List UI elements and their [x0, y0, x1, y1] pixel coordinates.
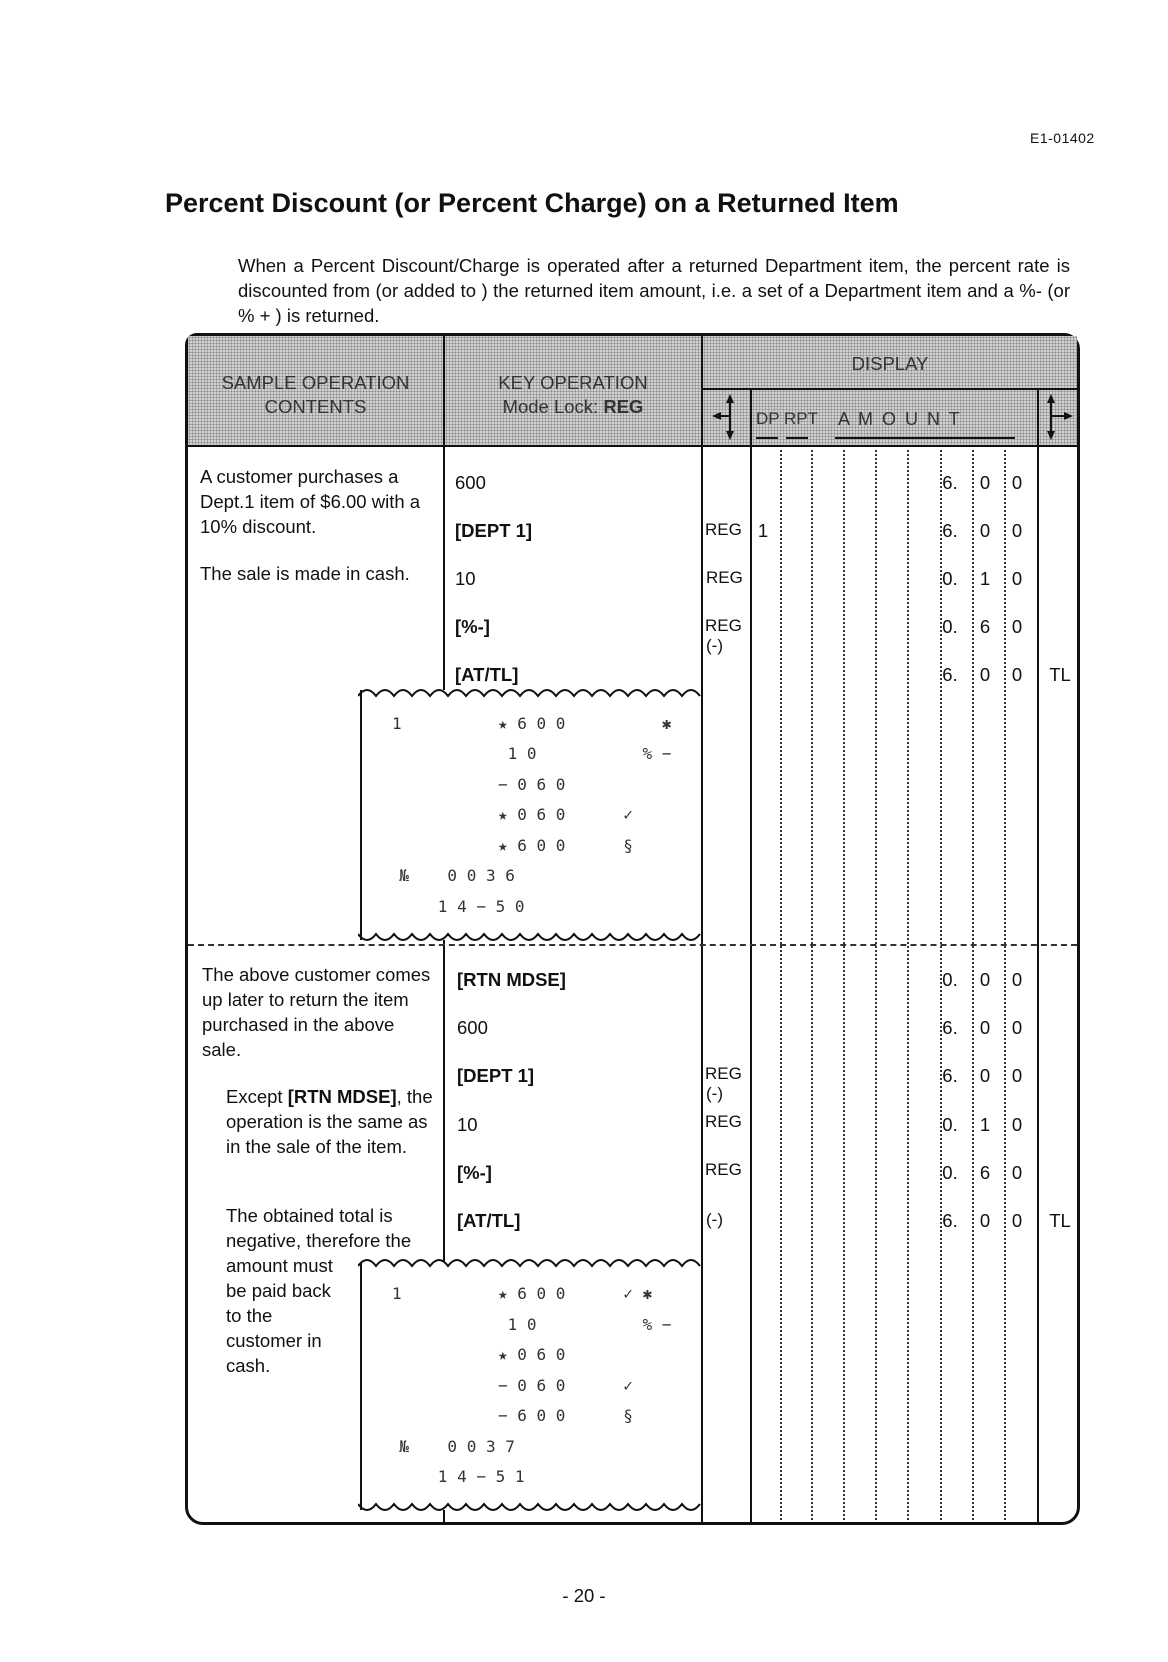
display-digit: 0 — [979, 969, 991, 990]
display-digit: 6. — [942, 1017, 958, 1038]
receipt-line: № 0 0 3 7 — [380, 1437, 515, 1456]
receipt-line: 1 ★ 6 0 0 ✱ — [392, 714, 672, 733]
key-step: 600 — [457, 1017, 488, 1038]
display-digit: 6. — [942, 1065, 958, 1086]
display-digit: 0. — [942, 969, 958, 990]
display-digit: 0 — [1011, 616, 1023, 637]
display-digit: 0 — [979, 472, 991, 493]
key-step: [DEPT 1] — [457, 1065, 535, 1086]
dotted-guide — [972, 450, 974, 1520]
display-header-divider — [701, 388, 1077, 390]
divider-tl-col — [1037, 388, 1039, 1523]
key-step: [AT/TL] — [457, 1210, 521, 1231]
receipt-line: № 0 0 3 6 — [380, 866, 515, 885]
intro-paragraph: When a Percent Discount/Charge is operated after a returned Department item, the percent rate is discounted from (or added to ) the returned item amount, i.e. a set of a Department item and a %- (or % + ) is returned. — [238, 255, 1070, 326]
display-mode: REG — [705, 520, 742, 539]
receipt-line: − 6 0 0 § — [392, 1406, 633, 1425]
section1-cash-note: The sale is made in cash. — [200, 563, 410, 584]
section2-description: The above customer comes up later to return the item purchased in the above sale. — [202, 964, 431, 1060]
key-step: [%-] — [455, 616, 490, 637]
key-step: [DEPT 1] — [455, 520, 533, 541]
rpt-underline — [786, 437, 808, 439]
display-digit: 1 — [979, 1114, 991, 1135]
key-step: 600 — [455, 472, 486, 493]
receipt-line: 1 0 % − — [392, 1315, 672, 1334]
display-digit: 1 — [979, 568, 991, 589]
display-mode: REG — [705, 1160, 742, 1179]
divider-mode-col — [750, 388, 752, 1523]
display-digit: 0. — [942, 1162, 958, 1183]
key-step: 10 — [455, 568, 476, 589]
receipt-1-tear-top — [358, 684, 703, 698]
dotted-guide — [843, 450, 845, 1520]
section2-total-note-b: amount must be paid back to the customer in cash. — [226, 1255, 333, 1376]
display-digit: 0 — [1011, 1162, 1023, 1183]
display-digit: 0 — [1011, 1065, 1023, 1086]
header-dp-rpt: DP RPT — [756, 409, 819, 428]
dotted-guide — [780, 450, 782, 1520]
header-amount-label: A M O U N T — [838, 409, 962, 429]
display-digit: 0 — [1011, 1210, 1023, 1231]
dotted-guide — [907, 450, 909, 1520]
receipt-line: 1 0 % − — [392, 744, 672, 763]
display-digit: 0 — [1011, 1017, 1023, 1038]
display-digit: 6. — [942, 664, 958, 685]
page-number: - 20 - — [562, 1585, 606, 1606]
display-mode: REG — [705, 616, 742, 635]
receipt-line: ★ 0 6 0 — [392, 1345, 566, 1364]
header-bottom-line — [188, 445, 1077, 447]
document-id: E1-01402 — [1030, 130, 1095, 146]
section2-total-note-a: The obtained total is negative, therefore the — [226, 1205, 412, 1251]
display-digit: 0 — [1011, 568, 1023, 589]
display-mode: REG — [705, 1064, 742, 1083]
display-digit: 0 — [979, 1065, 991, 1086]
display-mode: REG — [706, 568, 743, 587]
receipt-line: 1 4 − 5 0 — [380, 897, 525, 916]
receipt-1-tear-bottom — [358, 932, 703, 946]
display-digit: 0 — [979, 1017, 991, 1038]
receipt-line: − 0 6 0 — [392, 775, 566, 794]
receipt-2-tear-bottom — [358, 1502, 703, 1516]
display-digit: 0. — [942, 1114, 958, 1135]
display-digit: 6 — [979, 1162, 991, 1183]
dotted-guide — [1004, 450, 1006, 1520]
section1-description: A customer purchases a Dept.1 item of $6.00 with a 10% discount. — [200, 466, 421, 537]
display-digit: 6. — [942, 472, 958, 493]
receipt-2-tear-top — [358, 1254, 703, 1268]
header-sample-title: SAMPLE OPERATION CONTENTS — [221, 372, 410, 417]
display-sign: (-) — [706, 1084, 723, 1103]
display-tl: TL — [1049, 1210, 1071, 1231]
section2-except-note: Except [RTN MDSE], the operation is the same as in the sale of the item. — [226, 1086, 433, 1157]
key-step: [%-] — [457, 1162, 492, 1183]
display-sign: (-) — [706, 1210, 723, 1229]
display-digit: 6 — [979, 616, 991, 637]
header-display-title: DISPLAY — [851, 353, 929, 374]
right-arrow-icon — [1043, 392, 1075, 442]
display-digit: 0. — [942, 616, 958, 637]
page-title: Percent Discount (or Percent Charge) on a Returned Item — [165, 188, 899, 218]
receipt-line: 1 ★ 6 0 0 ✓ ✱ — [392, 1284, 653, 1303]
display-digit: 6. — [942, 520, 958, 541]
dotted-guide — [811, 450, 813, 1520]
dotted-guide — [875, 450, 877, 1520]
display-digit: 0 — [979, 664, 991, 685]
receipt-line: 1 4 − 5 1 — [380, 1467, 525, 1486]
receipt-line: ★ 6 0 0 § — [392, 836, 633, 855]
display-digit: 0. — [942, 568, 958, 589]
display-digit: 0 — [1011, 472, 1023, 493]
display-digit: 0 — [1011, 969, 1023, 990]
left-arrow-icon — [710, 392, 740, 442]
receipt-line: − 0 6 0 ✓ — [392, 1376, 633, 1395]
display-digit: 0 — [979, 520, 991, 541]
key-step: 10 — [457, 1114, 478, 1135]
display-dept: 1 — [757, 520, 769, 541]
display-tl: TL — [1049, 664, 1071, 685]
display-digit: 0 — [1011, 520, 1023, 541]
display-digit: 0 — [1011, 1114, 1023, 1135]
header-key-title: KEY OPERATION Mode Lock: REG — [498, 372, 648, 417]
display-sign: (-) — [706, 636, 723, 655]
display-digit: 0 — [979, 1210, 991, 1231]
dp-underline — [756, 437, 778, 439]
key-step: [RTN MDSE] — [457, 969, 566, 990]
key-step: [AT/TL] — [455, 664, 519, 685]
display-mode: REG — [705, 1112, 742, 1131]
amount-underline — [835, 437, 1015, 439]
display-digit: 6. — [942, 1210, 958, 1231]
receipt-line: ★ 0 6 0 ✓ — [392, 805, 633, 824]
display-digit: 0 — [1011, 664, 1023, 685]
